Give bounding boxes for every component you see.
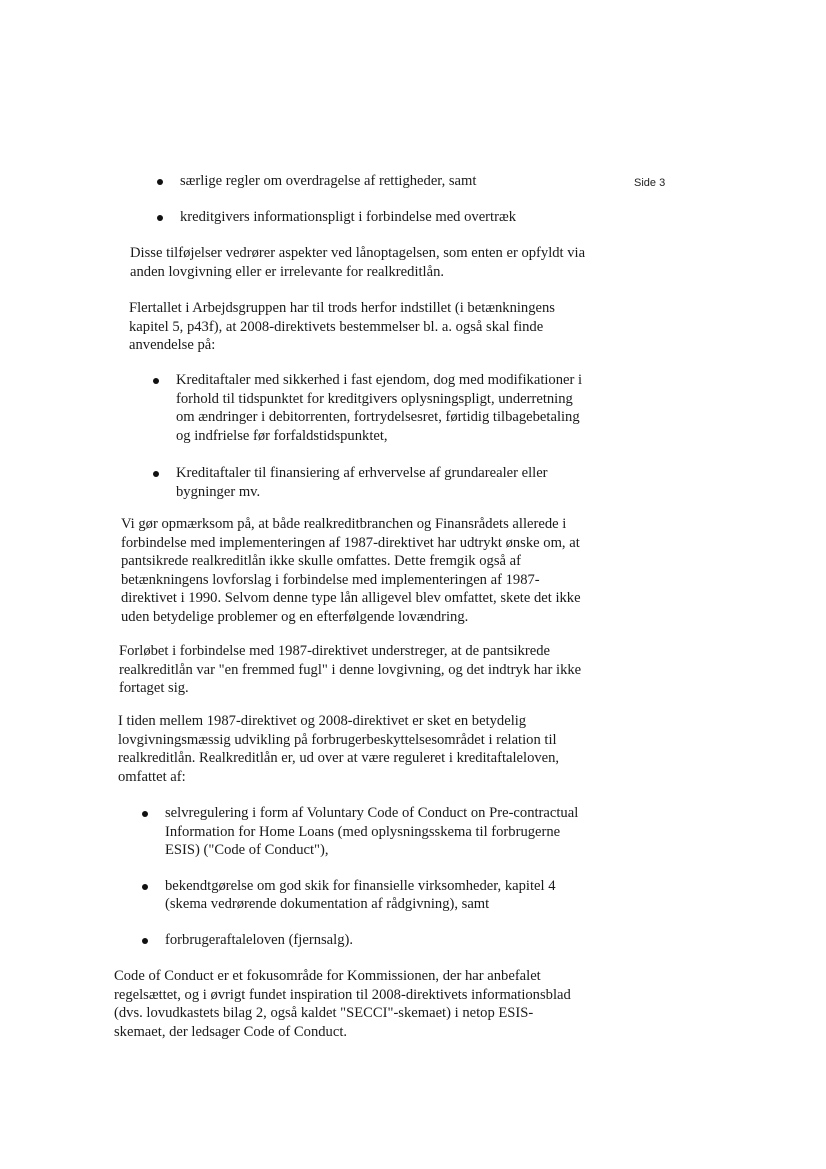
list-item: Kreditaftaler til finansiering af erhvervelse af grundarealer eller bygninger mv. [176, 464, 590, 501]
bullet-icon [153, 378, 159, 384]
paragraph: Code of Conduct er et fokusområde for Kommissionen, der har anbefalet regelsættet, og i øvrigt fundet inspiration til 2008-direktivets informationsblad (dvs. lovudkastets bilag 2, også kaldet "SECCI"-skemaet) i netop ESIS-skemaet, der ledsager Code of Conduct. [114, 968, 571, 1040]
paragraph: I tiden mellem 1987-direktivet og 2008-direktivet er sket en betydelig lovgivningsmæssig udvikling på forbrugerbeskyttelsesområdet i relation til realkreditlån. Realkreditlån er, ud over at være reguleret i kreditaftaleloven, omfattet af: [118, 713, 560, 785]
paragraph: Vi gør opmærksom på, at både realkreditbranchen og Finansrådets allerede i forbindelse med implementeringen af 1987-direktivet har udtrykt ønske om, at pantsikrede realkreditlån ikke skulle omfattes. Dette fremgik også af betænkningens lovforslag i forbindelse med implementeringen af 1987-direktivet i 1990. Selvom denne type lån alligevel blev omfattet, skete det ikke uden betydelige problemer og en efterfølgende lovændring. [121, 516, 581, 625]
bullet-icon [142, 884, 148, 890]
paragraph: Disse tilføjelser vedrører aspekter ved lånoptagelsen, som enten er opfyldt via anden lovgivning eller er irrelevante for realkreditlån. [130, 245, 586, 280]
paragraph: Forløbet i forbindelse med 1987-direktivet understreger, at de pantsikrede realkreditlån var "en fremmed fugl" i denne lovgivning, og det indtryk har ikke fortaget sig. [119, 643, 582, 697]
list-item: bekendtgørelse om god skik for finansielle virksomheder, kapitel 4 (skema vedrørende dokumentation af rådgivning), samt [165, 877, 585, 914]
bullet-list [176, 371, 590, 502]
bullet-icon [157, 215, 163, 221]
page-number: Side 3 [634, 177, 666, 189]
list-item: særlige regler om overdragelse af rettigheder, samt [180, 172, 620, 191]
list-item: kreditgivers informationspligt i forbindelse med overtræk [180, 208, 620, 227]
list-item: selvregulering i form af Voluntary Code of Conduct on Pre-contractual Information for Home Loans (med oplysningsskema til forbrugerne ESIS) ("Code of Conduct"), [165, 804, 585, 860]
paragraph: Flertallet i Arbejdsgruppen har til trods herfor indstillet (i betænkningens kapitel 5, p43f), at 2008-direktivets bestemmelser bl. a. også skal finde anvendelse på: [129, 300, 555, 354]
bullet-icon [142, 811, 148, 817]
bullet-icon [153, 471, 159, 477]
list-item: Kreditaftaler med sikkerhed i fast ejendom, dog med modifikationer i forhold til tidspunktet for kreditgivers oplysningspligt, underretning om ændringer i debitorrenten, fortrydelsesret, førtidig tilbagebetaling og indfrielse før forfaldstidspunktet, [176, 371, 590, 445]
top-bullet-list [180, 172, 620, 226]
bullet-icon [142, 938, 148, 944]
bullet-icon [157, 179, 163, 185]
bullet-list [165, 804, 585, 950]
list-item: forbrugeraftaleloven (fjernsalg). [165, 931, 585, 950]
